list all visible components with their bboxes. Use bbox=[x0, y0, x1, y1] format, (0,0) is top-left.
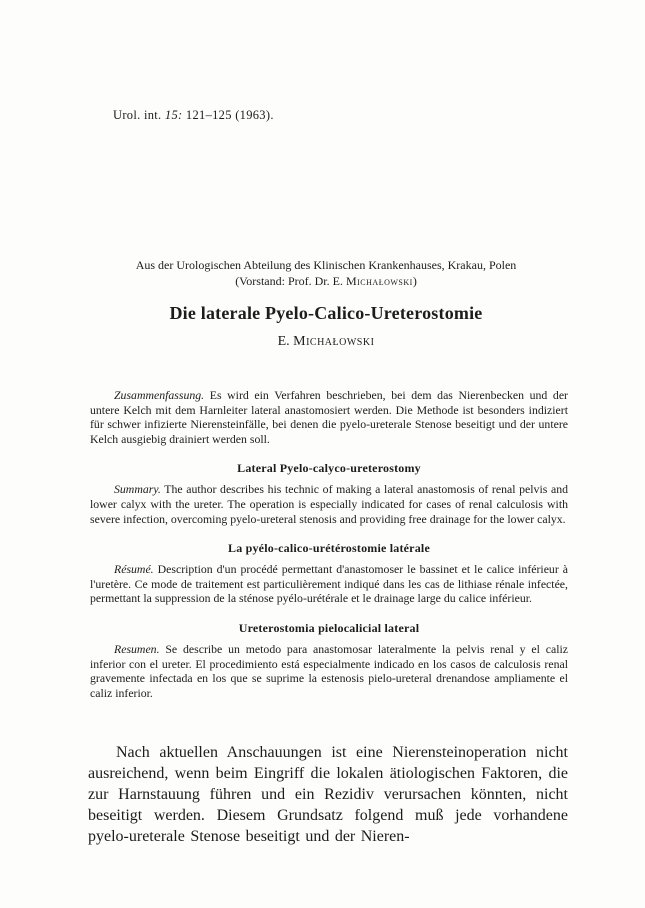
abstract-english-lead: Summary. bbox=[114, 482, 161, 497]
abstract-french-text: Description d'un procédé permettant d'anastomoser le bassinet et le calice inférieur à l'uretère. Ce mode de traitement est particulièrement indiqué dans les cas de lithiase rénale infectée, permettant la suppression de la sténose pyélo-urétérale et le drainage large du calice inférieur. bbox=[90, 562, 568, 606]
author-initials: E. bbox=[277, 334, 294, 349]
abstract-spanish-lead: Resumen. bbox=[114, 641, 160, 656]
journal-pages-year: 121–125 (1963). bbox=[182, 108, 274, 122]
abstract-spanish-heading: Ureterostomia pielocalicial lateral bbox=[238, 620, 420, 635]
abstract-german-text: Es wird ein Verfahren beschrieben, bei dem das Nierenbecken und der untere Kelch mit dem Harnleiter lateral anastomosiert werden. Die Methode ist besonders indiziert für schwer infizierte Nierensteinfälle, bei denen die pyelo-ureterale Stenose beseitigt und der untere Kelch ausgiebig drainiert werden soll. bbox=[90, 388, 568, 446]
abstract-german-lead: Zusammenfassung. bbox=[114, 388, 205, 402]
article-title: Die laterale Pyelo-Calico-Ureterostomie bbox=[169, 303, 483, 323]
abstracts-section bbox=[90, 388, 568, 700]
abstract-french-lead: Résumé. bbox=[114, 562, 154, 577]
journal-reference bbox=[113, 108, 274, 123]
vorstand-prefix: (Vorstand: Prof. Dr. E. bbox=[235, 273, 346, 288]
vorstand-suffix: ) bbox=[412, 273, 417, 288]
body-paragraph: Nach aktuellen Anschauungen ist eine Nierensteinoperation nicht ausreichend, wenn beim Eingriff die lokalen ätiologischen Faktoren, die zur Harnstauung führen und ein Rezidiv verursachen könnten, nicht beseitigt werden. Diesem Grundsatz folgend muß jede vorhandene pyelo-ureterale Stenose beseitigt und der Nieren- bbox=[88, 744, 568, 845]
abstract-german bbox=[90, 388, 568, 446]
author-name bbox=[84, 334, 568, 350]
affiliation-line1: Aus der Urologischen Abteilung des Klinischen Krankenhauses, Krakau, Polen bbox=[135, 258, 517, 272]
abstract-french-heading: La pyélo-calico-urétérostomie latérale bbox=[228, 541, 430, 556]
journal-volume: 15: bbox=[164, 108, 183, 122]
abstract-english bbox=[90, 482, 568, 526]
abstract-spanish bbox=[90, 642, 568, 700]
journal-ref-prefix: Urol. int. bbox=[113, 108, 165, 122]
abstract-english-heading: Lateral Pyelo-calyco-ureterostomy bbox=[237, 461, 421, 476]
vorstand-name: Michałowski bbox=[345, 273, 413, 288]
abstract-french bbox=[90, 562, 568, 606]
abstract-spanish-text: Se describe un metodo para anastomosar lateralmente la pelvis renal y el caliz inferior con el ureter. El procedimiento está especialmente indicado en los casos de calculosis renal gravemente infectada en los que se suprime la estenosis pielo-ureteral drenandose ampliamente el caliz inferior. bbox=[90, 641, 568, 700]
abstract-english-text: The author describes his technic of making a lateral anastomosis of renal pelvis and lower calyx with the ureter. The operation is especially indicated for cases of renal calculosis with severe infection, overcoming pyelo-ureteral stenosis and providing free drainage for the lower calyx. bbox=[90, 482, 568, 526]
affiliation-block bbox=[84, 258, 568, 289]
affiliation-line2 bbox=[84, 274, 568, 290]
author-surname: Michałowski bbox=[293, 334, 375, 349]
